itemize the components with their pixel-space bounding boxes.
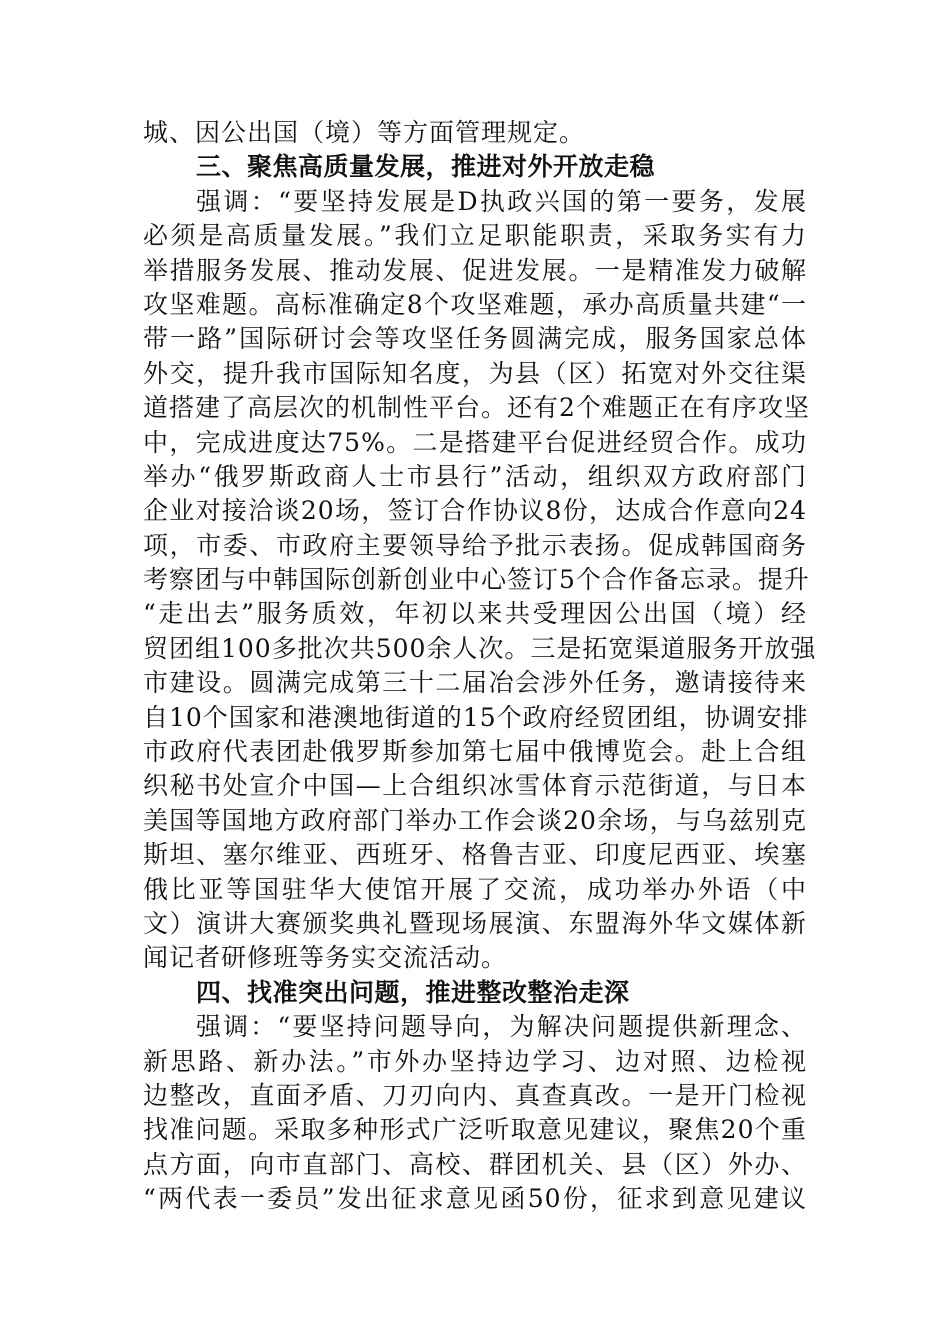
paragraph-line: 美国等国地方政府部门举办工作会谈20余场，与乌兹别克 bbox=[143, 805, 807, 835]
paragraph-line: 举办“俄罗斯政商人士市县行”活动，组织双方政府部门 bbox=[143, 461, 807, 491]
document-body bbox=[143, 116, 817, 1217]
paragraph-line: 道搭建了高层次的机制性平台。还有2个难题正在有序攻坚 bbox=[143, 393, 810, 423]
paragraph-first-line: 强调：“要坚持发展是D执政兴国的第一要务，发展 bbox=[196, 186, 807, 216]
paragraph-line: 中，完成进度达75%。二是搭建平台促进经贸合作。成功 bbox=[143, 427, 807, 457]
paragraph-line: 企业对接洽谈20场，签订合作协议8份，达成合作意向24 bbox=[143, 496, 807, 526]
paragraph-line: 攻坚难题。高标准确定8个攻坚难题，承办高质量共建“一 bbox=[143, 289, 807, 319]
paragraph-line: 项，市委、市政府主要领导给予批示表扬。促成韩国商务 bbox=[143, 530, 807, 560]
paragraph-line: 斯坦、塞尔维亚、西班牙、格鲁吉亚、印度尼西亚、埃塞 bbox=[143, 840, 807, 870]
paragraph-last-line: 闻记者研修班等务实交流活动。 bbox=[143, 943, 508, 973]
paragraph-line: 织秘书处宣介中国—上合组织冰雪体育示范街道，与日本 bbox=[143, 771, 807, 801]
paragraph-line: 举措服务发展、推动发展、促进发展。一是精准发力破解 bbox=[143, 255, 807, 285]
paragraph-line: 考察团与中韩国际创新创业中心签订5个合作备忘录。提升 bbox=[143, 565, 810, 595]
section-heading: 三、聚焦高质量发展，推进对外开放走稳 bbox=[196, 152, 656, 182]
paragraph-line: 带一路”国际研讨会等攻坚任务圆满完成，服务国家总体 bbox=[143, 324, 807, 354]
paragraph-line: 新思路、新办法。”市外办坚持边学习、边对照、边检视 bbox=[143, 1046, 807, 1076]
paragraph-line: “两代表一委员”发出征求意见函50份，征求到意见建议 bbox=[143, 1184, 807, 1214]
paragraph-line: 俄比亚等国驻华大使馆开展了交流，成功举办外语（中 bbox=[143, 874, 807, 904]
paragraph-line: 文）演讲大赛颁奖典礼暨现场展演、东盟海外华文媒体新 bbox=[143, 908, 807, 938]
paragraph-first-line: 强调：“要坚持问题导向，为解决问题提供新理念、 bbox=[196, 1012, 807, 1042]
paragraph-line: 市建设。圆满完成第三十二届冶会涉外任务，邀请接待来 bbox=[143, 668, 807, 698]
paragraph-line: 边整改，直面矛盾、刀刃向内、真查真改。一是开门检视 bbox=[143, 1080, 807, 1110]
paragraph-line: “走出去”服务质效，年初以来共受理因公出国（境）经 bbox=[143, 599, 807, 629]
paragraph-last-line: 城、因公出国（境）等方面管理规定。 bbox=[143, 118, 586, 147]
paragraph-line: 必须是高质量发展。”我们立足职能职责，采取务实有力 bbox=[143, 221, 807, 251]
paragraph-line: 找准问题。采取多种形式广泛听取意见建议，聚焦20个重 bbox=[143, 1115, 807, 1145]
paragraph-line: 外交，提升我市国际知名度，为县（区）拓宽对外交往渠 bbox=[143, 358, 807, 388]
paragraph-line: 点方面，向市直部门、高校、群团机关、县（区）外办、 bbox=[143, 1149, 807, 1179]
section-heading: 四、找准突出问题，推进整改整治走深 bbox=[196, 977, 630, 1007]
paragraph-line: 自10个国家和港澳地街道的15个政府经贸团组，协调安排 bbox=[143, 702, 809, 732]
paragraph-line: 贸团组100多批次共500余人次。三是拓宽渠道服务开放强 bbox=[143, 633, 817, 663]
paragraph-line: 市政府代表团赴俄罗斯参加第七届中俄博览会。赴上合组 bbox=[143, 737, 807, 767]
